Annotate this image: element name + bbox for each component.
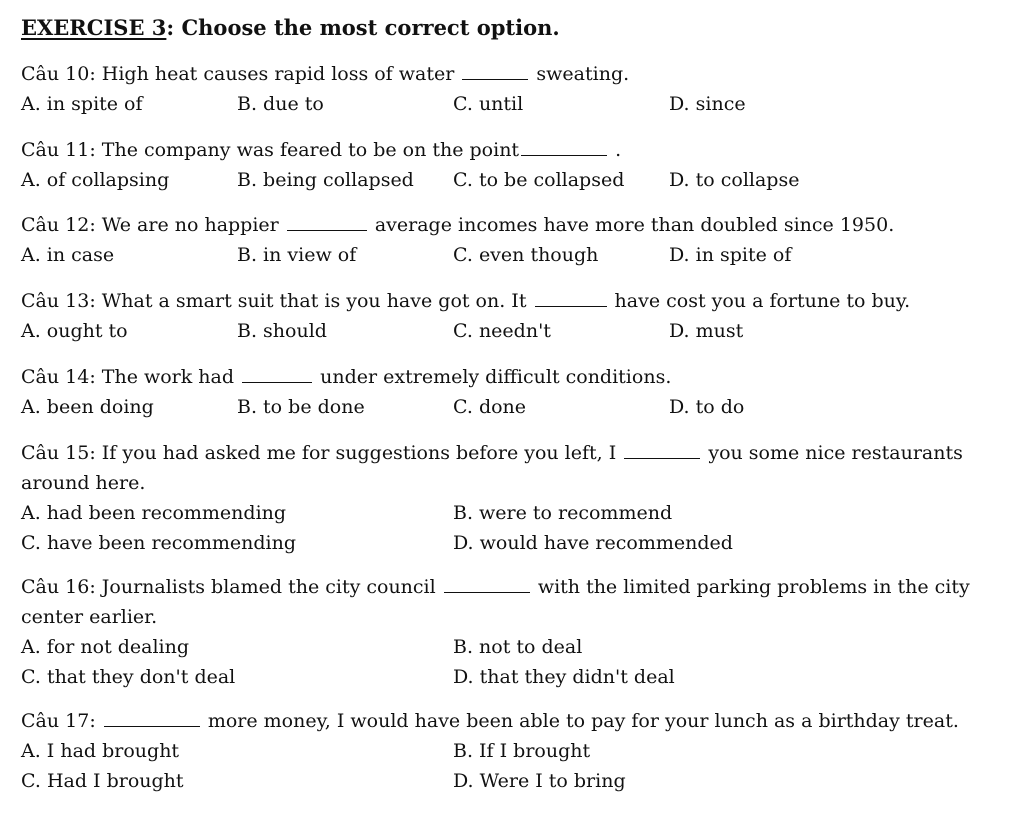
question-text-after: have cost you a fortune to buy.	[614, 290, 911, 312]
option-a: A. been doing	[21, 396, 154, 418]
question-text-after: more money, I would have been able to pay for your lunch as a birthday treat.	[207, 710, 959, 732]
answer-blank	[444, 574, 530, 593]
option-d: D. since	[669, 93, 746, 115]
option-c: C. needn't	[453, 320, 551, 342]
question-number: Câu 11:	[21, 139, 96, 161]
answer-blank	[462, 61, 528, 80]
question-stem	[21, 438, 1011, 498]
option-a: A. I had brought	[21, 740, 180, 762]
question-stem	[21, 286, 1011, 316]
question-stem	[21, 135, 1011, 165]
exercise-instruction: : Choose the most correct option.	[166, 15, 560, 40]
options-row	[21, 392, 1011, 422]
option-c: C. to be collapsed	[453, 169, 625, 191]
answer-blank	[535, 288, 607, 307]
question-number: Câu 17:	[21, 710, 96, 732]
question-text-before: Journalists blamed the city council	[101, 576, 436, 598]
question-16	[21, 572, 1011, 692]
question-stem	[21, 362, 1011, 392]
option-a: A. of collapsing	[21, 169, 170, 191]
option-c: C. that they don't deal	[21, 666, 236, 688]
option-d: D. must	[669, 320, 744, 342]
option-b: B. If I brought	[453, 740, 591, 762]
question-15	[21, 438, 1011, 558]
question-text-before: What a smart suit that is you have got on. It	[101, 290, 527, 312]
question-13	[21, 286, 1011, 346]
option-d: D. would have recommended	[453, 532, 733, 554]
option-a: A. for not dealing	[21, 636, 190, 658]
question-number: Câu 15:	[21, 442, 96, 464]
question-text-before: The company was feared to be on the point	[101, 139, 520, 161]
options-grid	[21, 632, 1011, 692]
question-text-before: If you had asked me for suggestions before you left, I	[101, 442, 617, 464]
answer-blank	[287, 212, 367, 231]
option-b: B. not to deal	[453, 636, 583, 658]
question-text-after: sweating.	[536, 63, 630, 85]
option-a: A. had been recommending	[21, 502, 287, 524]
question-11	[21, 135, 1011, 195]
answer-blank	[521, 137, 607, 156]
options-row	[21, 316, 1011, 346]
option-c: C. have been recommending	[21, 532, 297, 554]
answer-blank	[104, 708, 200, 727]
question-number: Câu 12:	[21, 214, 96, 236]
options-grid	[21, 736, 1011, 796]
option-b: B. being collapsed	[237, 169, 414, 191]
question-text-before: We are no happier	[101, 214, 279, 236]
option-b: B. should	[237, 320, 327, 342]
exercise-title	[21, 15, 560, 40]
option-d: D. Were I to bring	[453, 770, 626, 792]
question-number: Câu 13:	[21, 290, 96, 312]
question-text-after: under extremely difficult conditions.	[320, 366, 672, 388]
question-text-after: you some nice restaurants around here.	[21, 442, 963, 494]
option-d: D. that they didn't deal	[453, 666, 675, 688]
option-c: C. done	[453, 396, 527, 418]
question-number: Câu 10:	[21, 63, 96, 85]
options-row	[21, 240, 1011, 270]
question-17	[21, 706, 1011, 796]
option-a: A. in spite of	[21, 93, 143, 115]
question-stem	[21, 706, 1011, 736]
question-number: Câu 14:	[21, 366, 96, 388]
question-stem	[21, 572, 1011, 632]
options-row	[21, 165, 1011, 195]
option-b: B. due to	[237, 93, 324, 115]
question-text-after: .	[615, 139, 622, 161]
question-text-after: with the limited parking problems in the city center earlier.	[21, 576, 970, 628]
question-stem	[21, 59, 1011, 89]
question-10	[21, 59, 1011, 119]
option-b: B. were to recommend	[453, 502, 673, 524]
option-d: D. to do	[669, 396, 745, 418]
exercise-label: EXERCISE 3	[21, 15, 167, 40]
option-a: A. in case	[21, 244, 115, 266]
options-grid	[21, 498, 1011, 558]
option-d: D. to collapse	[669, 169, 800, 191]
question-text-after: average incomes have more than doubled since 1950.	[374, 214, 895, 236]
question-text-before: The work had	[101, 366, 235, 388]
question-stem	[21, 210, 1011, 240]
options-row	[21, 89, 1011, 119]
option-d: D. in spite of	[669, 244, 792, 266]
question-12	[21, 210, 1011, 270]
question-text-before: High heat causes rapid loss of water	[101, 63, 455, 85]
option-c: C. even though	[453, 244, 599, 266]
answer-blank	[242, 364, 312, 383]
answer-blank	[624, 440, 700, 459]
option-b: B. in view of	[237, 244, 357, 266]
option-c: C. until	[453, 93, 524, 115]
question-number: Câu 16:	[21, 576, 96, 598]
option-c: C. Had I brought	[21, 770, 184, 792]
option-a: A. ought to	[21, 320, 128, 342]
option-b: B. to be done	[237, 396, 365, 418]
question-14	[21, 362, 1011, 422]
